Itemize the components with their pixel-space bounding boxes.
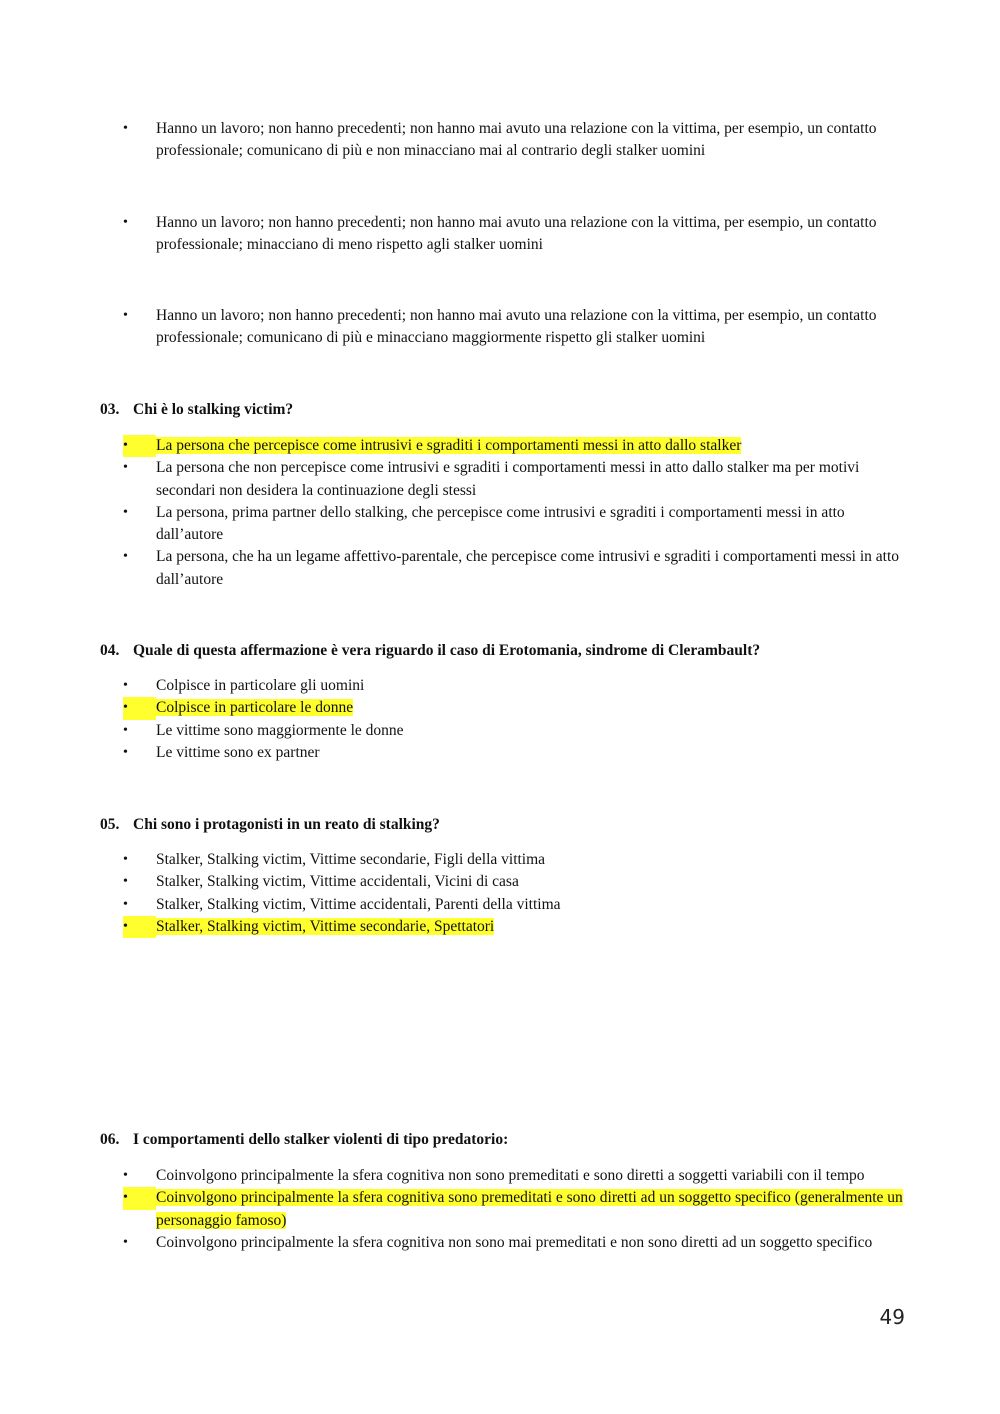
option-text: La persona, prima partner dello stalking, che percepisce come intrusivi e sgraditi i comportamenti messi in atto dall’autore [156,503,845,544]
page-number: 49 [879,1305,905,1329]
option-item-highlighted [100,916,910,938]
option-item-highlighted [100,435,910,457]
option-item [100,894,910,916]
option-item [100,871,910,893]
option-item [100,212,910,257]
option-item [100,305,910,350]
bullet-icon: • [123,722,128,738]
bullet-icon: • [123,852,128,867]
option-text: Stalker, Stalking victim, Vittime secondarie, Figli della vittima [156,851,546,868]
option-item [100,502,910,547]
question-title [100,640,910,662]
option-text: La persona che non percepisce come intrusivi e sgraditi i comportamenti messi in atto dallo stalker ma per motivi secondari non desidera la continuazione degli stessi [156,459,860,499]
bullet-icon: • [123,214,128,230]
option-item-highlighted [100,697,910,719]
question-text: I comportamenti dello stalker violenti di tipo predatorio: [133,1131,509,1148]
option-text: Coinvolgono principalmente la sfera cognitiva sono premeditati e sono diretti ad un soggetto specifico (generalmente un personaggio famoso) [156,1189,903,1229]
bullet-icon: • [123,1234,128,1250]
bullet-icon: • [123,504,128,520]
bullet-icon: • [123,121,128,136]
option-item [100,457,910,502]
question-options [100,675,910,764]
option-text: Coinvolgono principalmente la sfera cognitiva non sono premeditati e sono diretti a soggetti variabili con il tempo [156,1167,865,1184]
option-text: Coinvolgono principalmente la sfera cognitiva non sono mai premeditati e non sono diretti ad un soggetto specifico [156,1233,873,1251]
question-number: 04. [100,642,120,659]
question-options [100,435,910,591]
bullet-icon: • [123,435,156,457]
question-title [100,814,910,836]
bullet-icon: • [123,308,128,324]
bullet-icon: • [123,1187,156,1209]
question-number: 05. [100,816,120,833]
option-item [100,546,910,591]
option-text: Hanno un lavoro; non hanno precedenti; non hanno mai avuto una relazione con la vittima, per esempio, un contatto professionale; minacciano di meno rispetto agli stalker uomini [156,213,877,253]
bullet-icon: • [123,460,128,476]
option-item [100,118,910,163]
option-text: La persona, che ha un legame affettivo-parentale, che percepisce come intrusivi e sgraditi i comportamenti messi in atto dall’autore [156,548,900,588]
option-text: Le vittime sono ex partner [156,743,320,761]
bullet-icon: • [123,678,128,693]
option-text: Hanno un lavoro; non hanno precedenti; non hanno mai avuto una relazione con la vittima, per esempio, un contatto professionale; comunicano di più e non minacciano mai al contrario degli stalker uomini [156,120,877,160]
option-text: Colpisce in particolare le donne [156,699,354,717]
option-text: Le vittime sono maggiormente le donne [156,721,404,739]
option-item [100,675,910,697]
option-item-highlighted [100,1187,910,1232]
bullet-icon: • [123,549,128,565]
question-title [100,1129,910,1151]
question-options [100,849,910,938]
bullet-icon: • [123,874,128,890]
bullet-icon: • [123,744,128,760]
bullet-icon: • [123,896,128,912]
option-text: Stalker, Stalking victim, Vittime accidentali, Parenti della vittima [156,895,561,913]
option-text: Stalker, Stalking victim, Vittime secondarie, Spettatori [156,917,495,935]
question-options [100,1165,910,1254]
option-text: La persona che percepisce come intrusivi e sgraditi i comportamenti messi in atto dallo stalker [156,437,742,454]
bullet-icon: • [123,697,156,719]
question-text: Chi è lo stalking victim? [133,401,294,418]
question-number: 03. [100,401,120,418]
question-text: Chi sono i protagonisti in un reato di stalking? [133,816,440,833]
option-text: Colpisce in particolare gli uomini [156,677,365,694]
question-title [100,399,910,421]
option-item [100,720,910,742]
question-text: Quale di questa affermazione è vera riguardo il caso di Erotomania, sindrome di Clerambault? [133,642,761,659]
option-text: Hanno un lavoro; non hanno precedenti; non hanno mai avuto una relazione con la vittima, per esempio, un contatto professionale; comunicano di più e minacciano maggiormente rispetto gli stalker uomini [156,307,877,347]
bullet-icon: • [123,916,156,938]
option-item [100,849,910,871]
option-item [100,1165,910,1187]
option-text: Stalker, Stalking victim, Vittime accidentali, Vicini di casa [156,873,519,891]
option-item [100,742,910,764]
question-number: 06. [100,1131,120,1148]
prev-question-options [100,118,910,350]
option-item [100,1232,910,1254]
bullet-icon: • [123,1168,128,1183]
